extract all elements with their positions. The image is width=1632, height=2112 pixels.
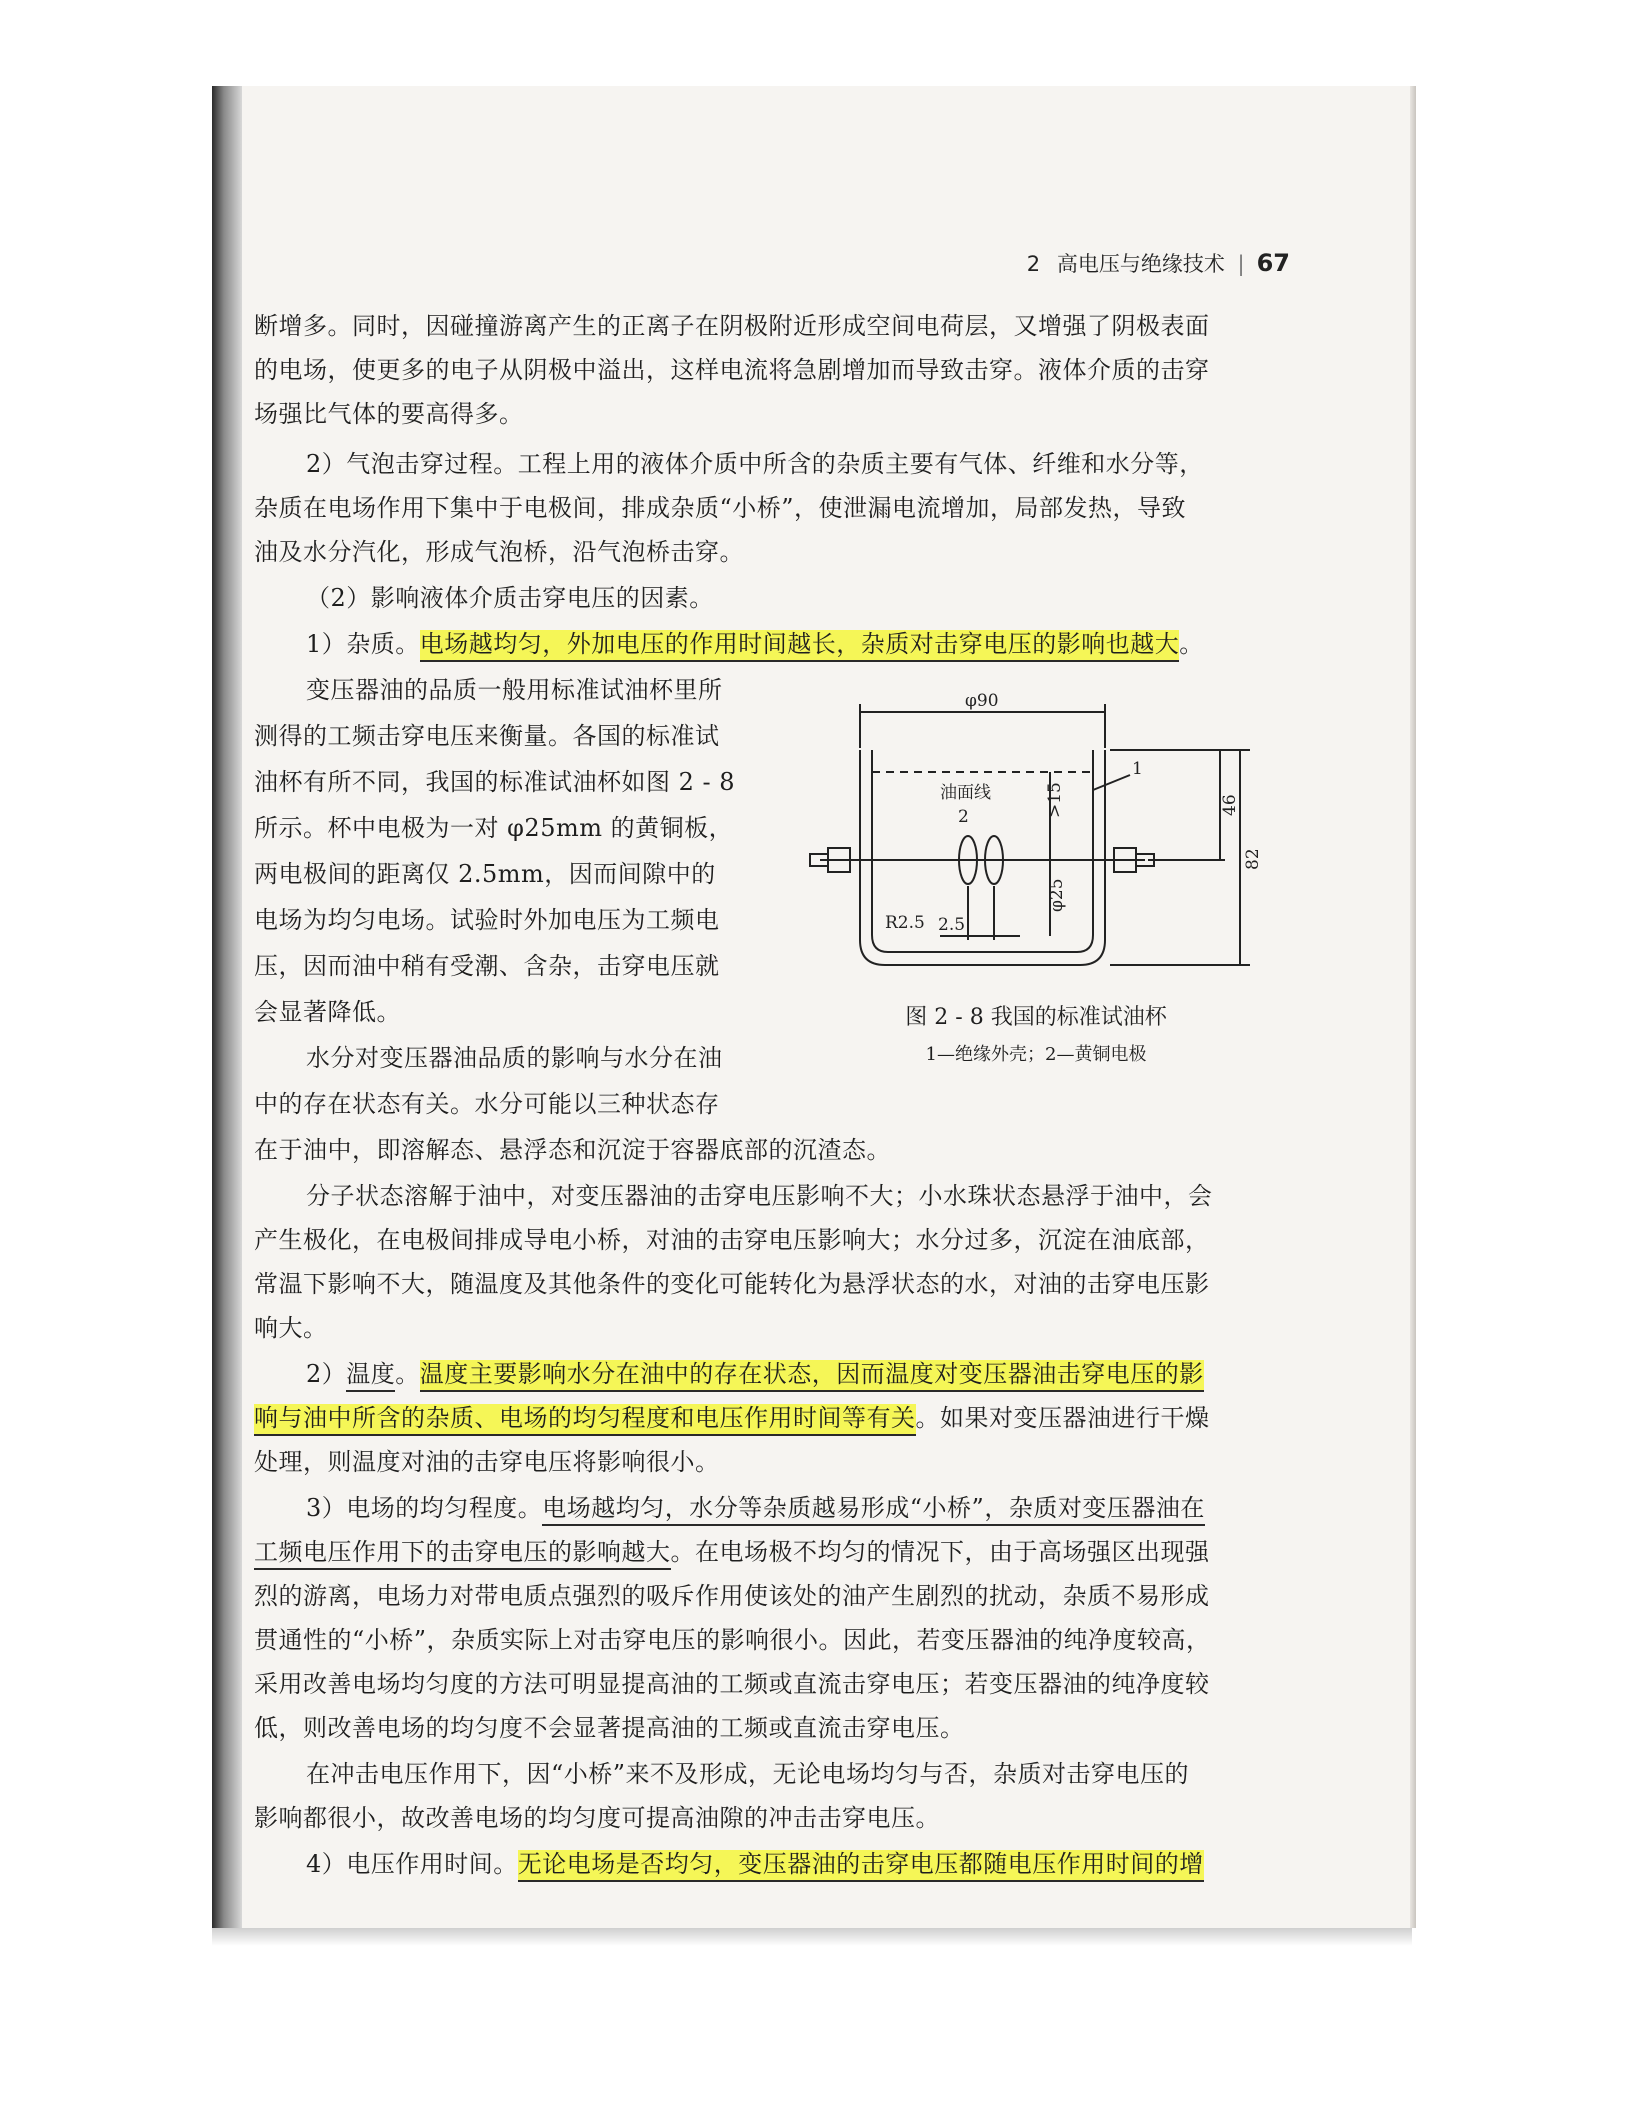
text-line: 2）气泡击穿过程。工程上用的液体介质中所含的杂质主要有气体、纤维和水分等， [306, 450, 1204, 478]
item-label: 3）电场的均匀程度。 [306, 1494, 543, 1522]
text-line: 压，因而油中稍有受潮、含杂，击穿电压就 [254, 952, 720, 980]
dim-46: 46 [1220, 794, 1240, 816]
dim-phi90: φ90 [965, 691, 999, 711]
underlined-text: 工频电压作用下的击穿电压的影响越大 [254, 1538, 671, 1570]
punctuation: 。 [1179, 630, 1204, 658]
text-line: 产生极化，在电极间排成导电小桥，对油的击穿电压影响大；水分过多，沉淀在油底部， [254, 1226, 1210, 1254]
text-line: 低，则改善电场的均匀度不会显著提高油的工频或直流击穿电压。 [254, 1714, 965, 1742]
text-line: 杂质在电场作用下集中于电极间，排成杂质“小桥”，使泄漏电流增加，局部发热，导致 [254, 494, 1187, 522]
punctuation: 。 [395, 1360, 420, 1388]
chapter-number: 2 [1026, 252, 1041, 276]
item-label: 4）电压作用时间。 [306, 1850, 518, 1878]
shell-label: 1 [1132, 759, 1143, 779]
plain-text: 。在电场极不均匀的情况下，由于高场强区出现强 [670, 1538, 1210, 1566]
text-line: 水分对变压器油品质的影响与水分在油 [306, 1044, 723, 1072]
text-line: 影响都很小，故改善电场的均匀度可提高油隙的冲击击穿电压。 [254, 1804, 940, 1832]
text-line: 油及水分汽化，形成气泡桥，沿气泡桥击穿。 [254, 538, 744, 566]
figure-title: 图 2 - 8 我国的标准试油杯 [905, 1005, 1167, 1030]
text-line: 采用改善电场均匀度的方法可明显提高油的工频或直流击穿电压；若变压器油的纯净度较 [254, 1670, 1210, 1698]
text-line: 在于油中，即溶解态、悬浮态和沉淀于容器底部的沉渣态。 [254, 1136, 891, 1164]
scan-binding-shadow [212, 86, 242, 1946]
text-line: 测得的工频击穿电压来衡量。各国的标准试 [254, 722, 720, 750]
text-line: 烈的游离，电场力对带电质点强烈的吸斥作用使该处的油产生剧烈的扰动，杂质不易形成 [254, 1582, 1210, 1610]
header-divider: | [1237, 252, 1245, 276]
text-line: 处理，则温度对油的击穿电压将影响很小。 [254, 1448, 720, 1476]
text-line: 中的存在状态有关。水分可能以三种状态存 [254, 1090, 720, 1118]
scan-bottom-shadow [212, 1928, 1412, 1946]
underlined-term: 温度 [346, 1360, 395, 1392]
text-line: 两电极间的距离仅 2.5mm，因而间隙中的 [254, 860, 716, 888]
text-line: 油杯有所不同，我国的标准试油杯如图 2 - 8 [254, 768, 736, 796]
item-label: 1）杂质。 [306, 630, 420, 658]
electrode-label: 2 [958, 807, 969, 827]
highlighted-text: 响与油中所含的杂质、电场的均匀程度和电压作用时间等有关 [254, 1404, 916, 1436]
text-line: 贯通性的“小桥”，杂质实际上对击穿电压的影响很小。因此，若变压器油的纯净度较高， [254, 1626, 1211, 1654]
text-line: 会显著降低。 [254, 998, 401, 1026]
text-line [254, 1846, 1346, 1882]
text-line [254, 1400, 1294, 1436]
item-label: 2） [306, 1360, 347, 1388]
text-line: 断增多。同时，因碰撞游离产生的正离子在阴极附近形成空间电荷层，又增强了阴极表面 [254, 312, 1210, 340]
underlined-text: 电场越均匀，水分等杂质越易形成“小桥”，杂质对变压器油在 [542, 1494, 1205, 1526]
text-line [254, 1490, 1346, 1526]
text-line: 的电场，使更多的电子从阴极中溢出，这样电流将急剧增加而导致击穿。液体介质的击穿 [254, 356, 1210, 384]
highlighted-text: 无论电场是否均匀，变压器油的击穿电压都随电压作用时间的增 [518, 1850, 1204, 1882]
highlighted-text: 电场越均匀，外加电压的作用时间越长，杂质对击穿电压的影响也越大 [420, 630, 1180, 662]
text-line: 变压器油的品质一般用标准试油杯里所 [306, 676, 723, 704]
text-line: 电场为均匀电场。试验时外加电压为工频电 [254, 906, 720, 934]
text-line: 所示。杯中电极为一对 φ25mm 的黄铜板， [254, 814, 734, 842]
text-line: 场强比气体的要高得多。 [254, 400, 524, 428]
dim-gap: 2.5 [938, 915, 966, 935]
dim-82: 82 [1243, 848, 1263, 870]
text-line: 在冲击电压作用下，因“小桥”来不及形成，无论电场均匀与否，杂质对击穿电压的 [306, 1760, 1190, 1788]
text-line [254, 1356, 1346, 1392]
plain-text: 。如果对变压器油进行干燥 [915, 1404, 1210, 1432]
dim-gt15: >15 [1045, 782, 1065, 818]
figure-legend: 1—绝缘外壳；2—黄铜电极 [925, 1044, 1147, 1065]
highlighted-text: 温度主要影响水分在油中的存在状态，因而温度对变压器油击穿电压的影 [420, 1360, 1204, 1392]
oil-cup-diagram [780, 690, 1320, 1000]
page-number: 67 [1256, 249, 1290, 277]
dim-r25: R2.5 [885, 913, 925, 933]
text-line: 响大。 [254, 1314, 328, 1342]
oil-level-label: 油面线 [940, 783, 991, 803]
section-heading: （2）影响液体介质击穿电压的因素。 [306, 584, 714, 612]
running-head [760, 248, 1290, 278]
text-line [254, 1534, 1294, 1570]
text-line [254, 626, 1346, 662]
text-line: 分子状态溶解于油中，对变压器油的击穿电压影响不大；小水珠状态悬浮于油中，会 [306, 1182, 1213, 1210]
chapter-title: 高电压与绝缘技术 [1056, 252, 1225, 276]
text-line: 常温下影响不大，随温度及其他条件的变化可能转化为悬浮状态的水，对油的击穿电压影 [254, 1270, 1210, 1298]
dim-phi25: φ25 [1047, 878, 1067, 912]
